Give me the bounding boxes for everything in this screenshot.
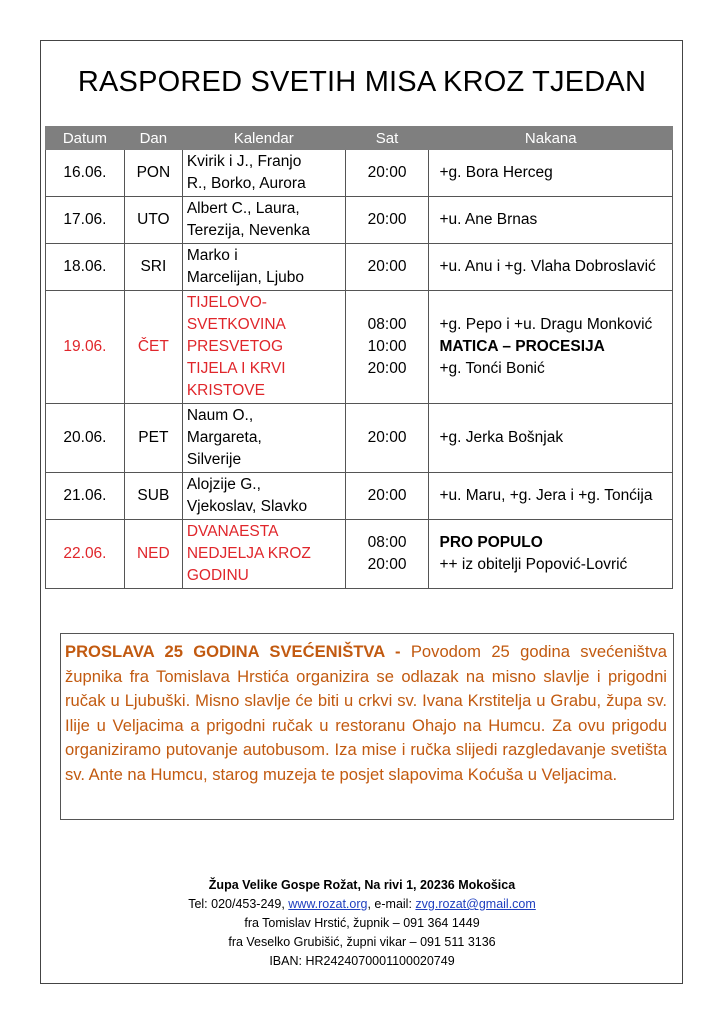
time-cell [345, 520, 429, 589]
time-cell [345, 473, 429, 520]
table-row [46, 244, 673, 291]
contact-line [0, 895, 724, 914]
announcement-lead: PROSLAVA 25 GODINA SVEĆENIŠTVA - [65, 642, 401, 661]
calendar-line: TIJELA I KRVI [186, 360, 286, 377]
date-cell: 16.06. [46, 150, 125, 197]
calendar-line: GODINU [186, 567, 249, 584]
calendar-cell [182, 404, 345, 473]
intention-cell [429, 473, 673, 520]
priest-contact: fra Tomislav Hrstić, župnik – 091 364 1449 [244, 916, 480, 930]
footer [0, 876, 724, 971]
time-line: 20:00 [367, 487, 407, 504]
announcement-box [60, 633, 674, 820]
table-row [46, 473, 673, 520]
calendar-line: Marko i [186, 247, 238, 264]
calendar-cell [182, 150, 345, 197]
date-cell: 22.06. [46, 520, 125, 589]
table-row [46, 197, 673, 244]
calendar-line: PRESVETOG [186, 338, 284, 355]
calendar-line: Terezija, Nevenka [186, 222, 311, 239]
header-day: Dan [124, 127, 182, 150]
date-cell: 20.06. [46, 404, 125, 473]
time-line: 20:00 [367, 164, 407, 181]
intention-line: +g. Bora Herceg [439, 164, 553, 181]
date-cell: 19.06. [46, 291, 125, 404]
time-line: 10:00 [367, 338, 407, 355]
date-cell: 17.06. [46, 197, 125, 244]
intention-line: +g. Jerka Bošnjak [439, 429, 564, 446]
calendar-cell [182, 291, 345, 404]
day-cell: UTO [124, 197, 182, 244]
table-row [46, 404, 673, 473]
table-header-row [46, 127, 673, 150]
table-row [46, 150, 673, 197]
intention-cell [429, 520, 673, 589]
date-cell: 21.06. [46, 473, 125, 520]
email-label: , e-mail: [367, 897, 416, 911]
date-cell: 18.06. [46, 244, 125, 291]
time-cell [345, 404, 429, 473]
time-line: 20:00 [367, 429, 407, 446]
parish-address: Župa Velike Gospe Rožat, Na rivi 1, 20236 Mokošica [208, 878, 516, 892]
calendar-line: TIJELOVO- [186, 294, 267, 311]
time-cell [345, 197, 429, 244]
phone-text: Tel: 020/453-249, [188, 897, 289, 911]
time-line: 08:00 [367, 316, 407, 333]
intention-line: PRO POPULO [439, 534, 543, 551]
calendar-line: Vjekoslav, Slavko [186, 498, 308, 515]
mass-schedule-table [45, 126, 673, 589]
intention-line: +u. Ane Brnas [439, 211, 538, 228]
intention-line: +u. Anu i +g. Vlaha Dobroslavić [439, 258, 656, 275]
vicar-contact: fra Veselko Grubišić, župni vikar – 091 511 3136 [228, 935, 496, 949]
day-cell: SRI [124, 244, 182, 291]
calendar-line: KRISTOVE [186, 382, 265, 399]
header-intention: Nakana [429, 127, 673, 150]
calendar-line: Margareta, [186, 429, 262, 446]
intention-line: +g. Pepo i +u. Dragu Monković [439, 316, 653, 333]
page-title: RASPORED SVETIH MISA KROZ TJEDAN [77, 66, 647, 98]
time-line: 20:00 [367, 556, 407, 573]
calendar-cell [182, 197, 345, 244]
intention-cell [429, 404, 673, 473]
header-calendar: Kalendar [182, 127, 345, 150]
calendar-cell [182, 473, 345, 520]
day-cell: ČET [124, 291, 182, 404]
calendar-line: Alojzije G., [186, 476, 261, 493]
day-cell: NED [124, 520, 182, 589]
day-cell: PET [124, 404, 182, 473]
header-date: Datum [46, 127, 125, 150]
calendar-line: Naum O., [186, 407, 254, 424]
calendar-line: R., Borko, Aurora [186, 175, 306, 192]
iban-text: IBAN: HR2424070001100020749 [269, 954, 455, 968]
intention-line: ++ iz obitelji Popović-Lovrić [439, 556, 628, 573]
day-cell: SUB [124, 473, 182, 520]
calendar-line: DVANAESTA [186, 523, 279, 540]
time-line: 20:00 [367, 360, 407, 377]
time-line: 20:00 [367, 211, 407, 228]
calendar-cell [182, 244, 345, 291]
table-row [46, 291, 673, 404]
time-line: 20:00 [367, 258, 407, 275]
calendar-cell [182, 520, 345, 589]
announcement-body: Povodom 25 godina svećeništva župnika fra Tomislava Hrstića organizira se odlazak na misno slavlje i prigodni ručak u Ljubuški. Misno slavlje će biti u crkvi sv. Ivana Krstitelja u Grabu, župa sv. Ilije u Veljacima a prigodni ručak u restoranu Ohajo na Humcu. Za ovu prigodu organiziramo putovanje autobusom. Iza mise i ručka slijedi razgledavanje svetišta sv. Ante na Humcu, starog muzeja te posjet slapovima Koćuša u Veljacima. [65, 642, 667, 784]
calendar-line: Silverije [186, 451, 242, 468]
table-row [46, 520, 673, 589]
intention-line: +u. Maru, +g. Jera i +g. Tonćija [439, 487, 653, 504]
time-cell [345, 291, 429, 404]
email-link[interactable]: zvg.rozat@gmail.com [415, 897, 536, 911]
calendar-line: Kvirik i J., Franjo [186, 153, 302, 170]
calendar-line: NEDJELJA KROZ [186, 545, 311, 562]
time-cell [345, 244, 429, 291]
calendar-line: SVETKOVINA [186, 316, 286, 333]
intention-line: +g. Tonći Bonić [439, 360, 545, 377]
time-line: 08:00 [367, 534, 407, 551]
intention-cell [429, 244, 673, 291]
intention-cell [429, 150, 673, 197]
time-cell [345, 150, 429, 197]
intention-cell [429, 291, 673, 404]
day-cell: PON [124, 150, 182, 197]
website-link[interactable]: www.rozat.org [288, 897, 368, 911]
intention-line: MATICA – PROCESIJA [439, 338, 605, 355]
calendar-line: Marcelijan, Ljubo [186, 269, 305, 286]
intention-cell [429, 197, 673, 244]
calendar-line: Albert C., Laura, [186, 200, 300, 217]
header-time: Sat [345, 127, 429, 150]
